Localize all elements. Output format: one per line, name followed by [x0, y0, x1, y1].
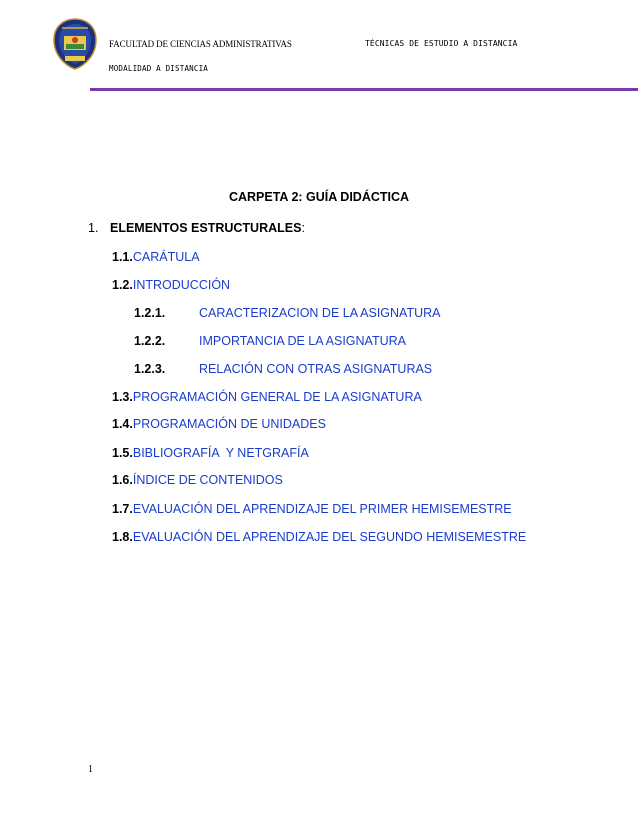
toc-item-text[interactable]: EVALUACIÓN DEL APRENDIZAJE DEL SEGUNDO HEMISEMESTRE — [132, 530, 527, 544]
toc-item-1-8[interactable] — [112, 530, 526, 544]
modality-label: MODALIDAD A DISTANCIA — [109, 64, 209, 73]
section-label: ELEMENTOS ESTRUCTURALES — [110, 221, 302, 235]
toc-item-number: 1.1. — [112, 250, 133, 264]
toc-item-number: 1.7. — [112, 502, 133, 516]
page-number: 1 — [88, 764, 93, 775]
toc-item-text[interactable]: IMPORTANCIA DE LA ASIGNATURA — [199, 334, 406, 348]
toc-item-text[interactable]: PROGRAMACIÓN DE UNIDADES — [132, 417, 326, 431]
toc-item-1-7[interactable] — [112, 502, 512, 516]
toc-item-number: 1.3. — [112, 390, 133, 404]
toc-item-number: 1.6. — [112, 473, 133, 487]
toc-item-text[interactable]: ÍNDICE DE CONTENIDOS — [132, 473, 283, 487]
university-seal-icon — [52, 18, 98, 70]
toc-item-1-2-2[interactable] — [134, 334, 406, 348]
header-divider — [90, 88, 638, 91]
toc-item-text[interactable]: INTRODUCCIÓN — [132, 278, 231, 292]
section-number: 1. — [88, 221, 99, 235]
toc-item-1-4[interactable] — [112, 417, 326, 431]
section-suffix: : — [301, 221, 305, 235]
toc-item-1-2-1[interactable] — [134, 306, 440, 320]
course-name: TÉCNICAS DE ESTUDIO A DISTANCIA — [365, 39, 518, 48]
toc-item-text[interactable]: RELACIÓN CON OTRAS ASIGNATURAS — [199, 362, 433, 376]
toc-item-number: 1.8. — [112, 530, 133, 544]
toc-item-1-6[interactable] — [112, 473, 283, 487]
toc-item-number: 1.4. — [112, 417, 133, 431]
document-title: CARPETA 2: GUÍA DIDÁCTICA — [228, 190, 410, 204]
toc-item-1-5[interactable] — [112, 446, 309, 460]
toc-item-1-1[interactable] — [112, 250, 200, 264]
toc-item-1-3[interactable] — [112, 390, 422, 404]
toc-item-number: 1.2.2. — [134, 334, 166, 348]
toc-item-text[interactable]: EVALUACIÓN DEL APRENDIZAJE DEL PRIMER HEMISEMESTRE — [132, 502, 512, 516]
toc-item-number: 1.2.1. — [134, 306, 166, 320]
toc-item-1-2-3[interactable] — [134, 362, 432, 376]
toc-item-text[interactable]: CARACTERIZACION DE LA ASIGNATURA — [199, 306, 441, 320]
toc-item-number: 1.2.3. — [134, 362, 166, 376]
toc-item-text[interactable]: CARÁTULA — [132, 250, 200, 264]
faculty-name: FACULTAD DE CIENCIAS ADMINISTRATIVAS — [109, 39, 292, 49]
toc-item-1-2[interactable] — [112, 278, 230, 292]
section-heading — [88, 221, 305, 235]
toc-item-text[interactable]: BIBLIOGRAFÍA Y NETGRAFÍA — [132, 446, 309, 460]
toc-item-number: 1.5. — [112, 446, 133, 460]
toc-item-number: 1.2. — [112, 278, 133, 292]
toc-item-text[interactable]: PROGRAMACIÓN GENERAL DE LA ASIGNATURA — [132, 390, 422, 404]
